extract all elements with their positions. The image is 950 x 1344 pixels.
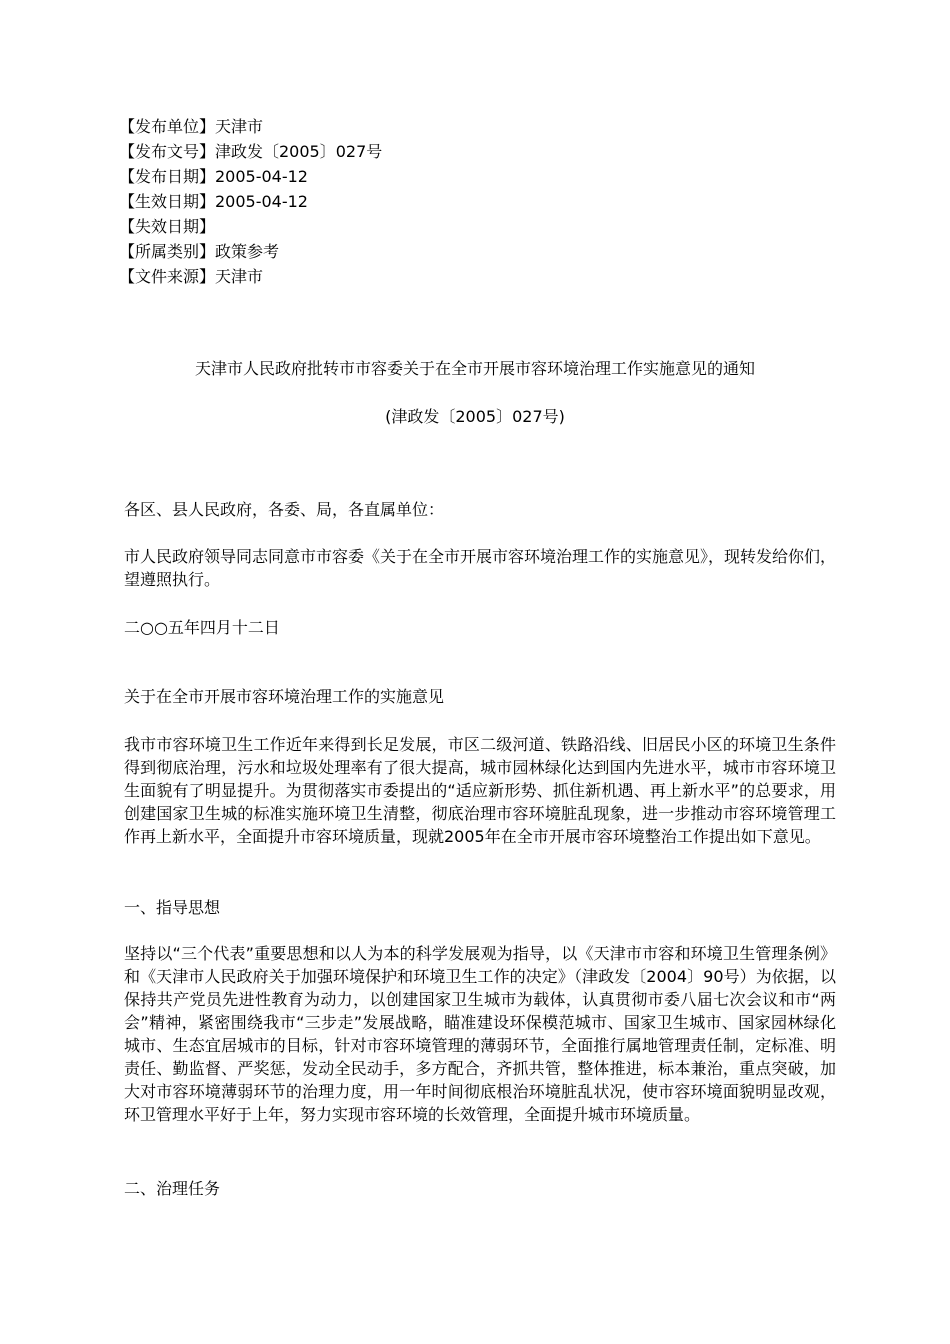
intro-paragraph: 我市市容环境卫生工作近年来得到长足发展，市区二级河道、铁路沿线、旧居民小区的环境卫生条件得到彻底治理，污水和垃圾处理率有了很大提高，城市园林绿化达到国内先进水平，城市市容环境卫生面貌有了明显提升。为贯彻落实市委提出的“适应新形势、抓住新机遇、再上新水平”的总要求，用创建国家卫生城的标准实施环境卫生清整，彻底治理市容环境脏乱现象，进一步推动市容环境管理工作再上新水平，全面提升市容环境质量，现就2005年在全市开展市容环境整治工作提出如下意见。 bbox=[124, 735, 836, 846]
opinion-title: 关于在全市开展市容环境治理工作的实施意见 bbox=[124, 687, 445, 706]
meta-doc-number: 【发布文号】津政发〔2005〕027号 bbox=[119, 142, 383, 161]
meta-effective-date: 【生效日期】2005-04-12 bbox=[119, 192, 308, 211]
notice-body: 市人民政府领导同志同意市市容委《关于在全市开展市容环境治理工作的实施意见》，现转发给你们，望遵照执行。 bbox=[124, 547, 837, 589]
notice-date: 二○○五年四月十二日 bbox=[124, 618, 280, 637]
section-heading-guiding-ideology: 一、指导思想 bbox=[124, 898, 221, 917]
meta-source: 【文件来源】天津市 bbox=[119, 267, 264, 286]
meta-issuer: 【发布单位】天津市 bbox=[119, 117, 264, 136]
document-number: (津政发〔2005〕027号) bbox=[385, 407, 565, 426]
document-title: 天津市人民政府批转市市容委关于在全市开展市容环境治理工作实施意见的通知 bbox=[194, 359, 755, 378]
guiding-ideology-paragraph: 坚持以“三个代表”重要思想和以人为本的科学发展观为指导，以《天津市市容和环境卫生管理条例》和《天津市人民政府关于加强环境保护和环境卫生工作的决定》（津政发〔2004〕90号）为依据，以保持共产党员先进性教育为动力，以创建国家卫生城市为载体，认真贯彻市委八届七次会议和市“两会”精神，紧密围绕我市“三步走”发展战略，瞄准建设环保模范城市、国家卫生城市、国家园林绿化城市、生态宜居城市的目标，针对市容环境管理的薄弱环节，全面推行属地管理责任制，定标准、明责任、勤监督、严奖惩，发动全民动手，多方配合，齐抓共管，整体推进，标本兼治，重点突破，加大对市容环境薄弱环节的治理力度，用一年时间彻底根治环境脏乱状况，使市容环境面貌明显改观，环卫管理水平好于上年，努力实现市容环境的长效管理，全面提升城市环境质量。 bbox=[124, 944, 836, 1124]
section-heading-governance-tasks: 二、治理任务 bbox=[124, 1179, 221, 1198]
salutation: 各区、县人民政府，各委、局，各直属单位： bbox=[124, 500, 445, 519]
document-metadata bbox=[119, 114, 819, 289]
meta-category: 【所属类别】政策参考 bbox=[119, 242, 280, 261]
meta-issue-date: 【发布日期】2005-04-12 bbox=[119, 167, 308, 186]
meta-expiry-date: 【失效日期】 bbox=[119, 217, 216, 236]
